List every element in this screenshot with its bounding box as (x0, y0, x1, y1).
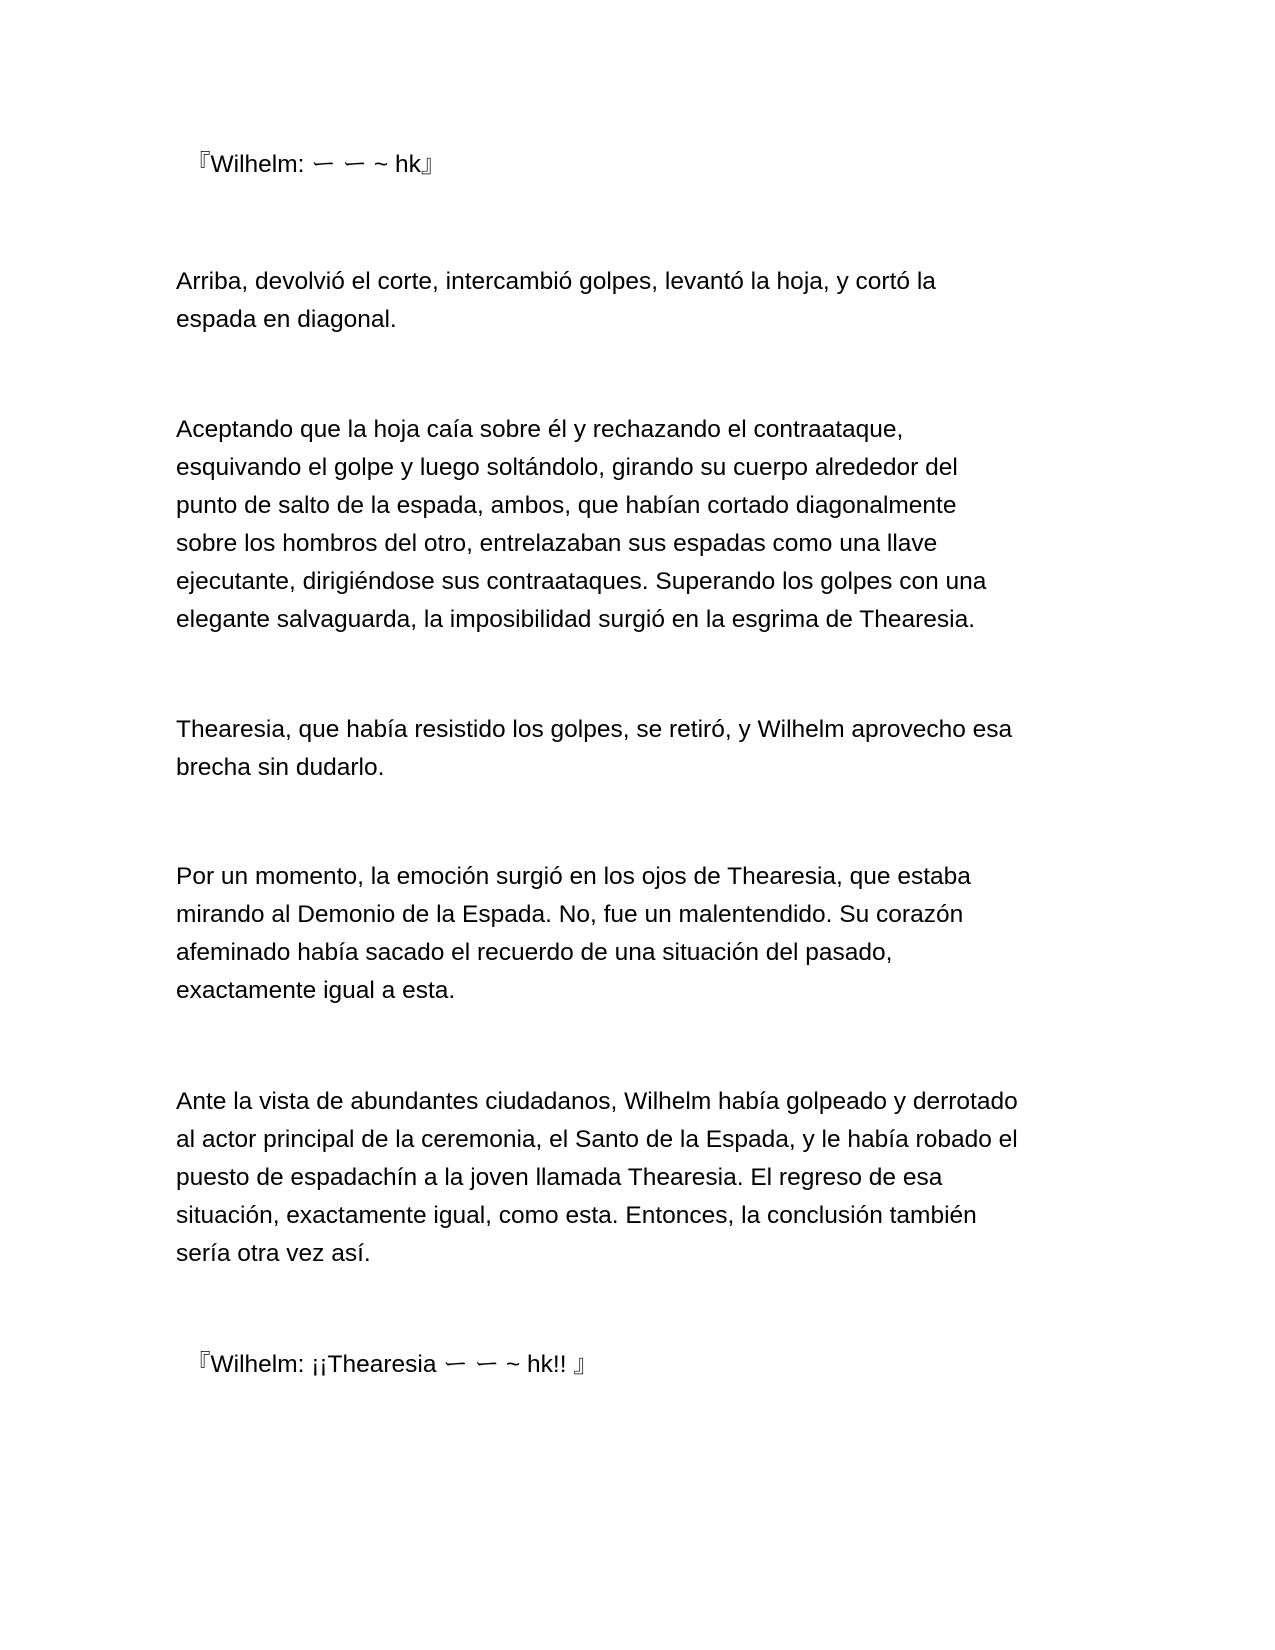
text-line: ejecutante, dirigiéndose sus contraataques. Superando los golpes con una (176, 568, 987, 595)
text-line: espada en diagonal. (176, 306, 397, 333)
text-line: Arriba, devolvió el corte, intercambió golpes, levantó la hoja, y cortó la (176, 268, 936, 295)
text-line: mirando al Demonio de la Espada. No, fue un malentendido. Su corazón (176, 901, 964, 928)
dialogue-wilhelm-2 (186, 1346, 1106, 1384)
text-line: exactamente igual a esta. (176, 977, 456, 1004)
text-line: sobre los hombros del otro, entrelazaban sus espadas como una llave (176, 530, 938, 557)
text-line: brecha sin dudarlo. (176, 754, 385, 781)
text-line: punto de salto de la espada, ambos, que habían cortado diagonalmente (176, 492, 957, 519)
text-line: Ante la vista de abundantes ciudadanos, Wilhelm había golpeado y derrotado (176, 1088, 1018, 1115)
paragraph-exchange (176, 411, 1096, 639)
text-line: Thearesia, que había resistido los golpes, se retiró, y Wilhelm aprovecho esa (176, 716, 1013, 743)
paragraph-emotion (176, 858, 1096, 1010)
text-line: elegante salvaguarda, la imposibilidad surgió en la esgrima de Thearesia. (176, 606, 976, 633)
text-line: Por un momento, la emoción surgió en los ojos de Thearesia, que estaba (176, 863, 971, 890)
text-line: al actor principal de la ceremonia, el Santo de la Espada, y le había robado el (176, 1126, 1018, 1153)
text-line: afeminado había sacado el recuerdo de una situación del pasado, (176, 939, 893, 966)
text-line: 『Wilhelm: ¡¡Thearesia ー ー ~ hk!! 』 (186, 1351, 598, 1378)
dialogue-wilhelm-1 (186, 146, 1106, 184)
text-line: Aceptando que la hoja caía sobre él y rechazando el contraataque, (176, 416, 904, 443)
text-line: sería otra vez así. (176, 1240, 371, 1267)
text-line: esquivando el golpe y luego soltándolo, girando su cuerpo alrededor del (176, 454, 958, 481)
text-line: situación, exactamente igual, como esta. Entonces, la conclusión también (176, 1202, 977, 1229)
paragraph-retreat (176, 711, 1096, 787)
text-line: 『Wilhelm: ー ー ~ hk』 (186, 151, 446, 178)
text-line: puesto de espadachín a la joven llamada Thearesia. El regreso de esa (176, 1164, 943, 1191)
paragraph-memory (176, 1083, 1096, 1273)
paragraph-counter-cut (176, 263, 1096, 339)
